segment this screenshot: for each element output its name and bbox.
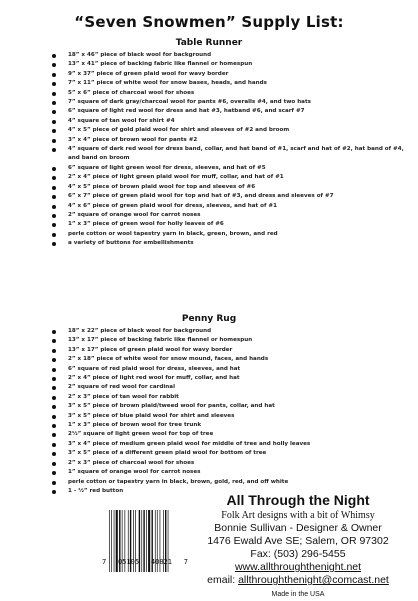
bullet-icon	[52, 205, 56, 209]
supply-item-text: 3” x 5” piece of a different green plaid wool for bottom of tree	[68, 450, 267, 457]
supply-item	[52, 346, 412, 355]
supply-item-text: perle cotton or wool tapestry yarn in black, green, brown, and red	[68, 230, 278, 237]
supply-item	[52, 239, 412, 248]
supply-item-text: 13” x 41” piece of backing fabric like flannel or homespun	[68, 61, 253, 68]
supply-item-text: 4” x 6” piece of green plaid wool for dress, sleeves, and hat of #1	[68, 202, 277, 209]
company-name: All Through the Night	[226, 492, 370, 508]
bullet-icon	[52, 358, 56, 362]
bullet-icon	[52, 386, 56, 390]
bullet-icon	[52, 490, 56, 494]
supply-item-text: 4” square of dark red wool for dress band, collar, and hat band of #1, scarf and hat of #2, hat band of #4, and band on broom	[68, 146, 404, 162]
supply-item-text: 1” x 3” piece of green wool for holly leaves of #6	[68, 221, 224, 228]
bullet-icon	[52, 368, 56, 372]
supply-item-text: 1 - ½” red button	[68, 487, 124, 494]
supply-item-text: 5” x 6” piece of charcoal wool for shoes	[68, 89, 195, 96]
barcode-digits	[102, 558, 188, 566]
supply-item	[52, 220, 412, 229]
supply-item-text: 2” x 4” piece of light red wool for muff, collar, and hat	[68, 375, 240, 382]
bullet-icon	[52, 214, 56, 218]
supply-item-text: 4” x 5” piece of brown plaid wool for top and sleeves of #6	[68, 183, 256, 190]
bullet-icon	[52, 242, 56, 246]
bullet-icon	[52, 120, 56, 124]
supply-item	[52, 117, 412, 126]
supply-item	[52, 79, 412, 88]
supply-item-text: 2” x 18” piece of white wool for snow mound, faces, and hands	[68, 356, 269, 363]
bullet-icon	[52, 186, 56, 190]
company-address: 1476 Ewald Ave SE; Salem, OR 97302	[207, 535, 389, 547]
bullet-icon	[52, 167, 56, 171]
supply-item-text: 4” x 5” piece of gold plaid wool for shirt and sleeves of #2 and broom	[68, 127, 290, 134]
supply-item-text: 9” x 37” piece of green plaid wool for wavy border	[68, 70, 229, 77]
supply-item-text: 4” square of tan wool for shirt #4	[68, 117, 175, 124]
table-runner-heading: Table Runner	[175, 38, 243, 48]
supply-item-text: 13” x 17” piece of backing fabric like flannel or homespun	[68, 337, 253, 344]
bullet-icon	[52, 129, 56, 133]
supply-item	[52, 412, 412, 421]
supply-item-text: 6” square of light red wool for dress and hat #3, hatband #6, and scarf #7	[68, 108, 305, 115]
page-title: “Seven Snowmen” Supply List:	[74, 13, 344, 31]
supply-item	[52, 393, 412, 402]
supply-item	[52, 374, 412, 383]
supply-item-text: 6” x 7” piece of green plaid wool for top and hat of #3, and dress and sleeves of #7	[68, 193, 334, 200]
supply-item	[52, 98, 412, 107]
supply-item	[52, 60, 412, 69]
supply-item-text: 1” square of orange wool for carrot noses	[68, 469, 201, 476]
supply-item-text: 6” square of light green wool for dress, sleeves, and hat of #5	[68, 164, 266, 171]
supply-item-text: 2” square of red wool for cardinal	[68, 384, 175, 391]
table-runner-list	[52, 51, 412, 249]
bullet-icon	[52, 148, 56, 152]
bullet-icon	[52, 82, 56, 86]
barcode-digit-group: 7	[183, 558, 188, 566]
bullet-icon	[52, 195, 56, 199]
bullet-icon	[52, 176, 56, 180]
supply-item	[52, 468, 412, 477]
supply-item-text: 18” x 46” piece of black wool for background	[68, 52, 212, 58]
supply-item	[52, 202, 412, 211]
barcode-digit-group: 40821	[150, 558, 172, 566]
supply-item	[52, 478, 412, 487]
penny-rug-list	[52, 327, 412, 496]
bullet-icon	[52, 339, 56, 343]
barcode-digit-group: 7	[102, 558, 107, 566]
supply-item-text: 7” square of dark gray/charcoal wool for pants #6, overalls #4, and two hats	[68, 99, 311, 106]
supply-item	[52, 336, 412, 345]
supply-item-text: 18” x 22” piece of black wool for background	[68, 328, 212, 334]
supply-item	[52, 230, 412, 239]
supply-item	[52, 459, 412, 468]
company-info	[192, 492, 404, 601]
supply-item	[52, 173, 412, 182]
email-line	[192, 574, 404, 587]
supply-item-text: a variety of buttons for embellishments	[68, 240, 194, 247]
supply-item	[52, 126, 412, 135]
supply-item	[52, 327, 412, 336]
supply-item-text: 3” x 5” piece of blue plaid wool for shirt and sleeves	[68, 412, 235, 419]
bullet-icon	[52, 330, 56, 334]
bullet-icon	[52, 54, 56, 58]
supply-item-text: 2” x 3” piece of tan wool for rabbit	[68, 393, 179, 400]
website-link[interactable]: www.allthroughthenight.net	[234, 561, 362, 573]
email-label: email:	[207, 574, 236, 586]
bullet-icon	[52, 415, 56, 419]
supply-item-text: 2” x 3” piece of charcoal wool for shoes	[68, 459, 195, 466]
supply-item	[52, 383, 412, 392]
supply-item-text: 13” x 17” piece of green plaid wool for wavy border	[68, 346, 233, 353]
bullet-icon	[52, 462, 56, 466]
supply-item	[52, 355, 412, 364]
bullet-icon	[52, 396, 56, 400]
supply-item	[52, 192, 412, 201]
supply-item	[52, 107, 412, 116]
barcode-digit-group: 05105	[118, 558, 140, 566]
company-owner: Bonnie Sullivan - Designer & Owner	[214, 522, 382, 534]
bullet-icon	[52, 377, 56, 381]
bullet-icon	[52, 443, 56, 447]
supply-item	[52, 89, 412, 98]
company-fax: Fax: (503) 296-5455	[250, 548, 346, 560]
supply-item	[52, 136, 412, 145]
supply-item	[52, 421, 412, 430]
supply-item	[52, 183, 412, 192]
supply-item	[52, 145, 412, 164]
supply-item	[52, 402, 412, 411]
supply-item	[52, 211, 412, 220]
supply-item-text: 3” x 4” piece of medium green plaid wool for middle of tree and holly leaves	[68, 440, 311, 447]
supply-item-text: 2½” square of light green wool for top of tree	[68, 431, 214, 438]
bullet-icon	[52, 110, 56, 114]
supply-item-text: 3” x 5” piece of brown plaid/tweed wool for pants, collar, and hat	[68, 403, 275, 410]
bullet-icon	[52, 433, 56, 437]
supply-item-text: 1” x 3” piece of brown wool for tree trunk	[68, 422, 202, 429]
bullet-icon	[52, 349, 56, 353]
bullet-icon	[52, 452, 56, 456]
supply-item	[52, 70, 412, 79]
bullet-icon	[52, 101, 56, 105]
bullet-icon	[52, 481, 56, 485]
supply-item-text: 2” x 4” piece of light green plaid wool for muff, collar, and hat of #1	[68, 174, 284, 181]
bullet-icon	[52, 424, 56, 428]
company-tagline: Folk Art designs with a bit of Whimsy	[221, 510, 375, 521]
supply-item-text: 6” square of red plaid wool for dress, sleeves, and hat	[68, 365, 241, 372]
bullet-icon	[52, 405, 56, 409]
supply-item-text: perle cotton or tapestry yarn in black, brown, gold, red, and off white	[68, 478, 289, 485]
bullet-icon	[52, 233, 56, 237]
supply-item	[52, 51, 412, 60]
made-in-usa: Made in the USA	[271, 591, 325, 598]
bullet-icon	[52, 92, 56, 96]
supply-item-text: 7” x 11” piece of white wool for snow bases, heads, and hands	[68, 80, 267, 87]
bullet-icon	[52, 223, 56, 227]
supply-item	[52, 440, 412, 449]
bullet-icon	[52, 471, 56, 475]
supply-item	[52, 365, 412, 374]
bullet-icon	[52, 139, 56, 143]
supply-item-text: 2” square of orange wool for carrot noses	[68, 211, 201, 218]
supply-item	[52, 430, 412, 439]
supply-item-text: 3” x 4” piece of brown wool for pants #2	[68, 136, 198, 143]
supply-item	[52, 164, 412, 173]
bullet-icon	[52, 63, 56, 67]
email-link[interactable]: allthroughthenight@comcast.net	[238, 574, 389, 586]
bullet-icon	[52, 73, 56, 77]
penny-rug-heading: Penny Rug	[181, 314, 237, 324]
supply-item	[52, 449, 412, 458]
